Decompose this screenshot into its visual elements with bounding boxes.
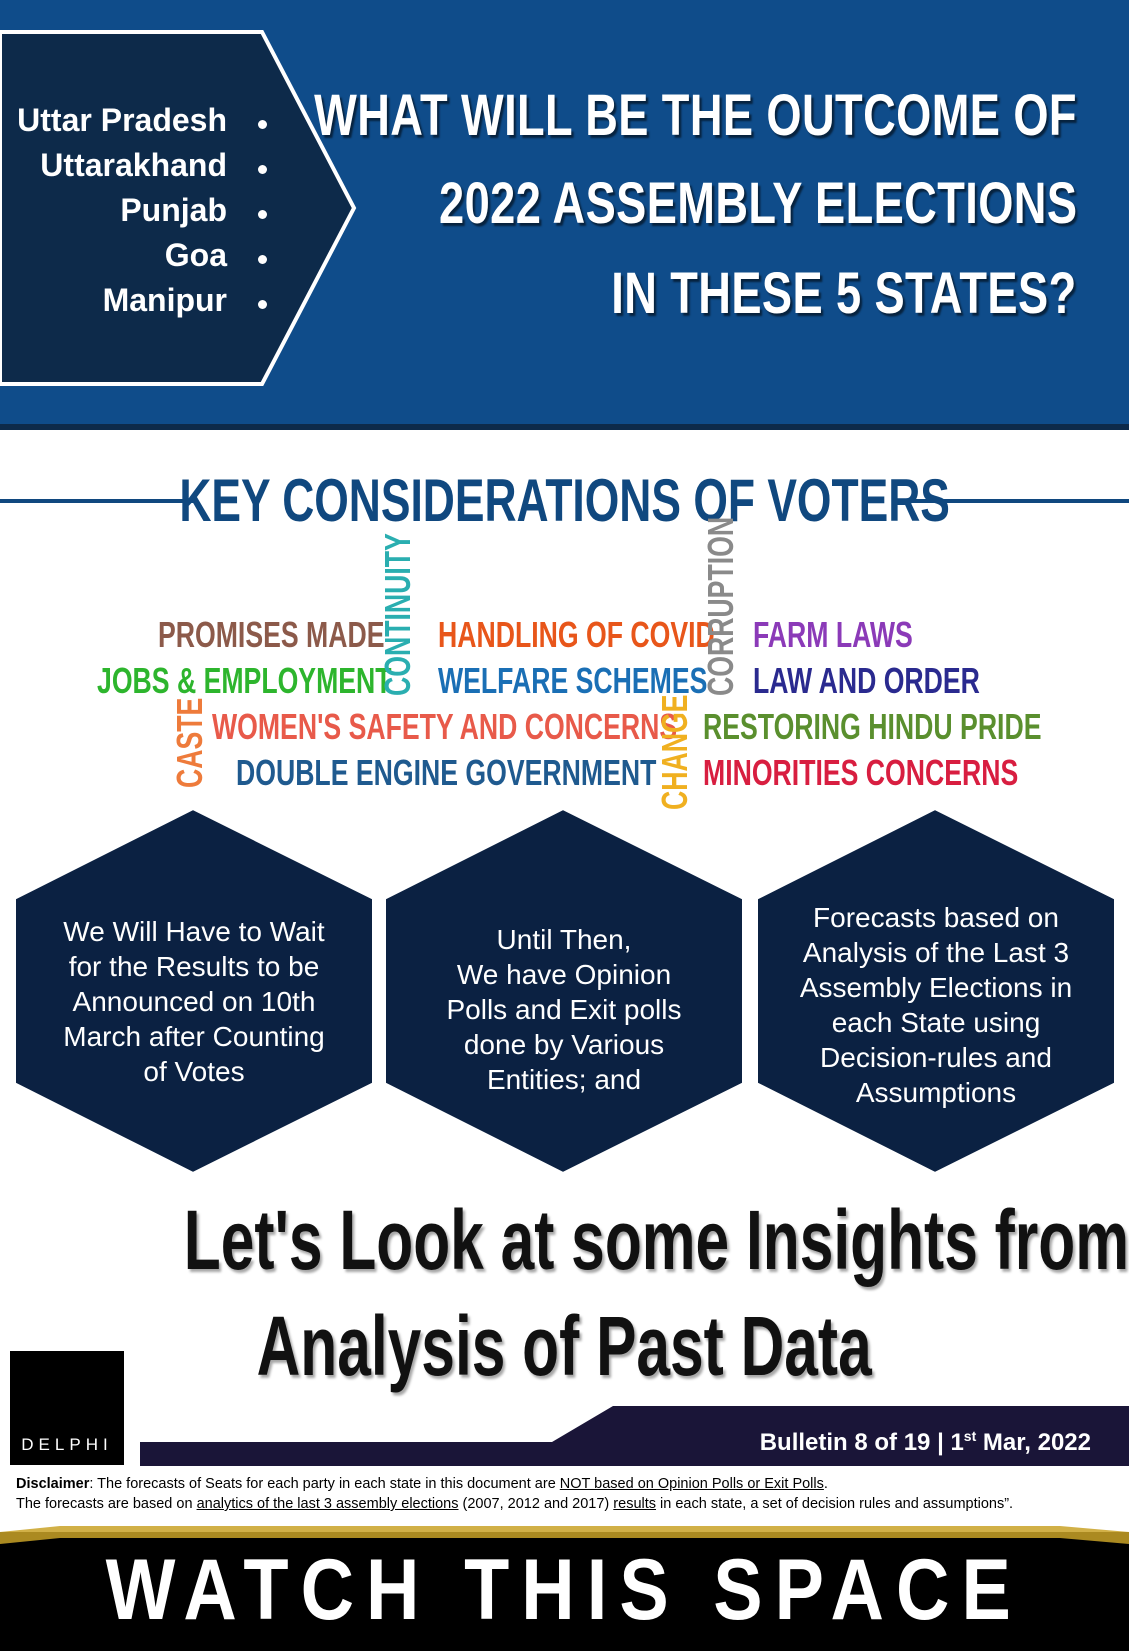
word-minorities-concerns: MINORITIES CONCERNS bbox=[703, 752, 1019, 793]
word-law-order: LAW AND ORDER bbox=[753, 660, 980, 701]
word-continuity: CONTINUITY bbox=[377, 533, 418, 696]
word-promises-made: PROMISES MADE bbox=[158, 614, 385, 655]
hexagon-text: We Will Have to Wait for the Results to be Announced on 10th March after Counting of Votes bbox=[63, 916, 325, 1087]
word-handling-covid: HANDLING OF COVID bbox=[438, 614, 715, 655]
word-restoring-hindu-pride: RESTORING HINDU PRIDE bbox=[703, 706, 1042, 747]
hexagon-forecasts bbox=[750, 802, 1122, 1180]
word-change: CHANGE bbox=[654, 694, 695, 810]
state-manipur: Manipur bbox=[102, 282, 227, 318]
watch-this-space: WATCH THIS SPACE bbox=[105, 1542, 1024, 1638]
state-punjab: Punjab bbox=[120, 192, 227, 228]
bullet bbox=[258, 300, 267, 309]
delphi-logo: DELPHI bbox=[10, 1351, 124, 1465]
section-title: KEY CONSIDERATIONS OF VOTERS bbox=[179, 467, 950, 534]
disclaimer-line-2: The forecasts are based on analytics of the last 3 assembly elections (2007, 2012 and 2017) results in each state, a set of decision rules and assumptions”. bbox=[16, 1496, 1014, 1512]
hexagon-wait bbox=[8, 802, 380, 1180]
state-uttar-pradesh: Uttar Pradesh bbox=[17, 102, 227, 138]
word-womens-safety: WOMEN'S SAFETY AND CONCERNS bbox=[212, 706, 678, 747]
bulletin-label: Bulletin 8 of 19 | 1st Mar, 2022 bbox=[759, 1428, 1091, 1456]
disclaimer bbox=[16, 1474, 1116, 1514]
bullet bbox=[258, 255, 267, 264]
hexagon-text: Until Then, We have Opinion Polls and Exit polls done by Various Entities; and bbox=[446, 924, 682, 1095]
hexagon-text: Forecasts based on Analysis of the Last 3 Assembly Elections in each State using Decision-rules and Assumptions bbox=[799, 902, 1073, 1108]
bullet bbox=[258, 165, 267, 174]
headline-line-3: IN THESE 5 STATES? bbox=[611, 261, 1077, 326]
word-caste: CASTE bbox=[169, 697, 210, 788]
headline-line-1: WHAT WILL BE THE OUTCOME OF bbox=[314, 83, 1077, 148]
disclaimer-line-1: Disclaimer: The forecasts of Seats for each party in each state in this document are NOT based on Opinion Polls or Exit Polls. bbox=[16, 1476, 828, 1492]
bullet bbox=[258, 120, 267, 129]
word-farm-laws: FARM LAWS bbox=[753, 614, 913, 655]
word-corruption: CORRUPTION bbox=[700, 516, 741, 696]
insight-line-2: Analysis of Past Data bbox=[256, 1299, 873, 1393]
headline-line-2: 2022 ASSEMBLY ELECTIONS bbox=[438, 171, 1077, 236]
hexagon-opinion-polls bbox=[378, 802, 750, 1180]
insight-line-1: Let's Look at some Insights from bbox=[183, 1193, 1129, 1287]
header-divider bbox=[0, 424, 1129, 430]
state-goa: Goa bbox=[164, 237, 227, 273]
word-jobs-employment: JOBS & EMPLOYMENT bbox=[97, 660, 392, 701]
word-double-engine: DOUBLE ENGINE GOVERNMENT bbox=[236, 752, 657, 793]
bullet bbox=[258, 210, 267, 219]
word-welfare-schemes: WELFARE SCHEMES bbox=[438, 660, 708, 701]
state-uttarakhand: Uttarakhand bbox=[40, 147, 227, 183]
